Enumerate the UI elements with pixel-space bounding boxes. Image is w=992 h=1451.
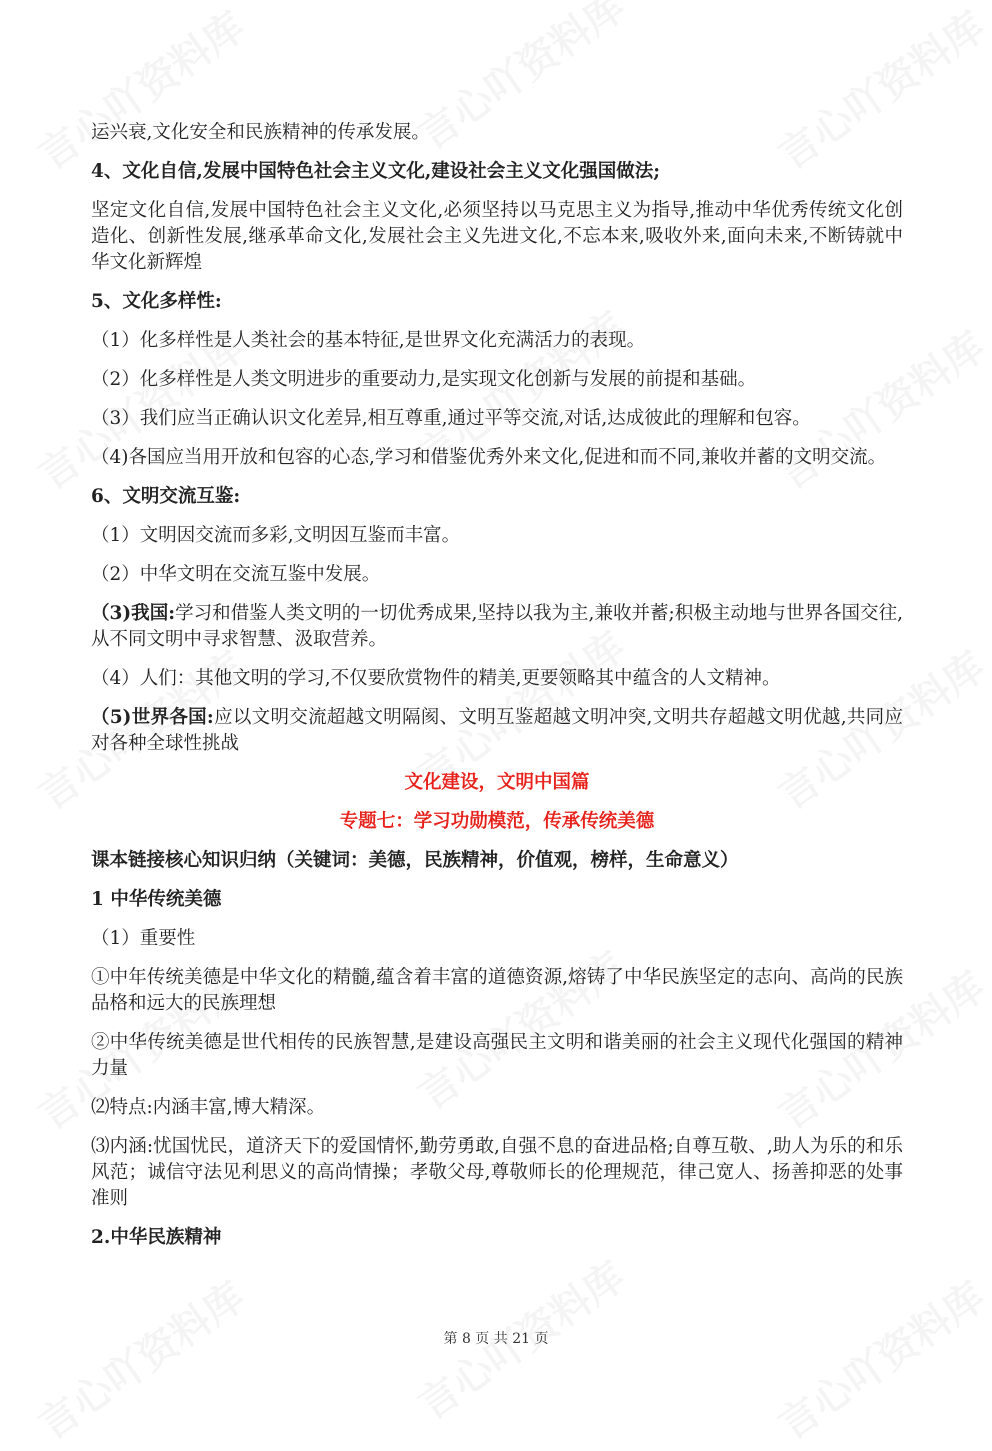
paragraph: ⑶内涵:忧国忧民，道济天下的爱国情怀,勤劳勇敢,自强不息的奋进品格;自尊互敬、,助人为乐的和乐风范；诚信守法见利思义的高尚情操；孝敬父母,尊敬师长的伦理规范，律己宽人、扬善抑恶的处事准则 <box>91 1136 903 1209</box>
paragraph: （1）化多样性是人类社会的基本特征,是世界文化充满活力的表现。 <box>91 330 646 351</box>
paragraph: （4)各国应当用开放和包容的心态,学习和借鉴优秀外来文化,促进和而不同,兼收并蓄的文明交流。 <box>91 447 887 468</box>
chapter-title: 文化建设，文明中国篇 <box>404 772 590 793</box>
paragraph: （2）化多样性是人类文明进步的重要动力,是实现文化创新与发展的前提和基础。 <box>91 369 757 390</box>
section-heading: 5、文化多样性: <box>91 291 222 312</box>
paragraph: （3）我们应当正确认识文化差异,相互尊重,通过平等交流,对话,达成彼此的理解和包容。 <box>91 408 811 429</box>
watermark <box>765 1266 992 1450</box>
paragraph: （1）重要性 <box>91 928 196 949</box>
paragraph: ①中年传统美德是中华文化的精髓,蕴含着丰富的道德资源,熔铸了中华民族坚定的志向、高尚的民族品格和远大的民族理想 <box>91 967 903 1014</box>
section-heading: 1 中华传统美德 <box>91 889 222 910</box>
paragraph <box>91 705 903 757</box>
paragraph: 运兴衰,文化安全和民族精神的传承发展。 <box>91 122 430 143</box>
paragraph-text: 学习和借鉴人类文明的一切优秀成果,坚持以我为主,兼收并蓄;积极主动地与世界各国交往,从不同文明中寻求智慧、汲取营养。 <box>91 603 903 650</box>
section-heading: 6、文明交流互鉴: <box>91 486 241 507</box>
watermark <box>25 1266 254 1450</box>
paragraph-text: 应以文明交流超越文明隔阂、文明互鉴超越文明冲突,文明共存超越文明优越,共同应对各种全球性挑战 <box>91 707 903 754</box>
section-heading: 课本链接核心知识归纳（关键词：美德，民族精神，价值观，榜样，生命意义） <box>91 850 739 871</box>
section-heading: 2.中华民族精神 <box>91 1227 222 1248</box>
paragraph <box>91 601 903 653</box>
chapter-title: 专题七：学习功勋模范，传承传统美德 <box>339 811 655 832</box>
page-footer: 第 8 页 共 21 页 <box>443 1331 549 1347</box>
document-body <box>91 120 903 1264</box>
paragraph: ②中华传统美德是世代相传的民族智慧,是建设高强民主文明和谐美丽的社会主义现代化强国的精神力量 <box>91 1032 903 1079</box>
paragraph-lead: （3)我国: <box>91 603 176 624</box>
paragraph: （1）文明因交流而多彩,文明因互鉴而丰富。 <box>91 525 461 546</box>
paragraph: ⑵特点:内涵丰富,博大精深。 <box>91 1097 326 1118</box>
paragraph: （2）中华文明在交流互鉴中发展。 <box>91 564 381 585</box>
section-heading: 4、文化自信,发展中国特色社会主义文化,建设社会主义文化强国做法; <box>91 161 661 182</box>
paragraph-lead: （5)世界各国: <box>91 707 214 728</box>
paragraph: 坚定文化自信,发展中国特色社会主义文化,必须坚持以马克思主义为指导,推动中华优秀传统文化创造化、创新性发展,继承革命文化,发展社会主义先进文化,不忘本来,吸收外来,面向未来,不断铸就中华文化新辉煌 <box>91 200 903 273</box>
paragraph: （4）人们：其他文明的学习,不仅要欣赏物件的精美,更要领略其中蕴含的人文精神。 <box>91 668 781 689</box>
